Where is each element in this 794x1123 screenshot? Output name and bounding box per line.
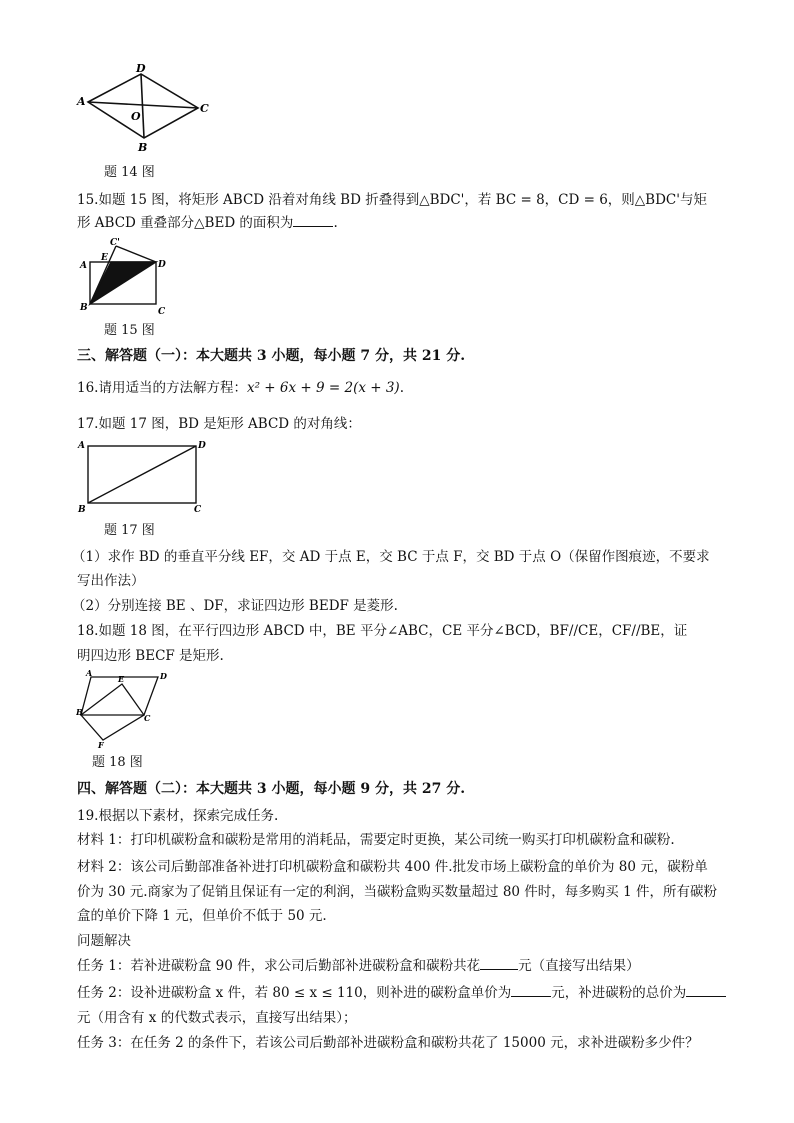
q17-part1-line2: 写出作法）	[77, 573, 145, 589]
q19-intro: 19.根据以下素材，探索完成任务.	[77, 808, 279, 824]
label-d: D	[158, 260, 166, 270]
q19-task1-start: 任务 1：若补进碳粉盒 90 件，求公司后勤部补进碳粉盒和碳粉共花	[77, 958, 481, 974]
label-c: C	[194, 505, 202, 515]
figure-15-caption: 题 15 图	[104, 323, 155, 338]
label-a: A	[78, 441, 85, 451]
label-b: B	[138, 141, 148, 154]
label-d: D	[136, 62, 146, 75]
q19-task3: 任务 3：在任务 2 的条件下，若该公司后勤部补进碳粉盒和碳粉共花了 15000 元，求补进碳粉多少件？	[77, 1035, 699, 1051]
q19-task2-blank2[interactable]	[686, 984, 726, 997]
figure-14	[76, 62, 216, 154]
label-a: A	[86, 670, 93, 678]
label-d: D	[160, 671, 167, 681]
q19-task2-mid: 元，补进碳粉的总价为	[551, 985, 687, 1001]
figure-18-caption: 题 18 图	[92, 755, 143, 770]
q19-task2-line1	[77, 983, 734, 1003]
q17-part2: （2）分别连接 BE 、DF，求证四边形 BEDF 是菱形.	[72, 598, 398, 614]
q18-line2: 明四边形 BECF 是矩形.	[77, 648, 224, 664]
label-d: D	[198, 441, 206, 451]
figure-15	[76, 236, 176, 318]
section-3-title: 三、解答题（一）：本大题共 3 小题，每小题 7 分，共 21 分.	[77, 348, 466, 364]
q19-material2-line2: 价为 30 元.商家为了促销且保证有一定的利润，当碳粉盒购买数量超过 80 件时，每多购买 1 件，所有碳粉	[77, 884, 717, 900]
label-a: A	[80, 261, 87, 271]
label-e: E	[101, 253, 108, 263]
q16	[77, 378, 734, 398]
diagonal-bd	[141, 74, 144, 138]
figure-14-caption: 题 14 图	[104, 165, 155, 180]
q18-line1: 18.如题 18 图，在平行四边形 ABCD 中，BE 平分∠ABC，CE 平分∠BCD，BF//CE，CF//BE，证	[77, 623, 688, 639]
q15-line2-text: 形 ABCD 重叠部分△BED 的面积为	[77, 215, 294, 231]
diagonal-bd	[88, 446, 196, 503]
figure-18	[76, 670, 176, 750]
q19-material2-line1: 材料 2：该公司后勤部准备补进打印机碳粉盒和碳粉共 400 件.批发市场上碳粉盒的单价为 80 元，碳粉单	[77, 859, 708, 875]
figure-17-caption: 题 17 图	[104, 523, 155, 538]
q19-task2-blank1[interactable]	[511, 984, 551, 997]
label-e: E	[118, 674, 125, 684]
q16-text: 16.请用适当的方法解方程：	[77, 380, 247, 396]
q15-line2	[77, 213, 734, 233]
q19-material1: 材料 1：打印机碳粉盒和碳粉是常用的消耗品，需要定时更换，某公司统一购买打印机碳粉盒和碳粉.	[77, 832, 675, 848]
q17-intro: 17.如题 17 图，BD 是矩形 ABCD 的对角线：	[77, 416, 361, 432]
label-c: C	[200, 102, 209, 115]
label-c: C	[158, 307, 166, 317]
q15-line1: 15.如题 15 图，将矩形 ABCD 沿着对角线 BD 折叠得到△BDC'，若 BC = 8，CD = 6，则△BDC'与矩	[77, 192, 707, 208]
label-c-prime: C'	[110, 238, 120, 248]
q16-equation: x² + 6x + 9 = 2(x + 3)	[246, 380, 400, 396]
label-o: O	[131, 110, 141, 123]
section-4-title: 四、解答题（二）：本大题共 3 小题，每小题 9 分，共 27 分.	[77, 781, 466, 797]
label-c: C	[144, 713, 151, 723]
label-b: B	[80, 303, 88, 313]
q19-problem-title: 问题解决	[77, 933, 131, 949]
q19-task1-end: 元（直接写出结果）	[518, 958, 640, 974]
q19-task2-line2: 元（用含有 x 的代数式表示，直接写出结果）；	[77, 1010, 357, 1026]
label-b: B	[76, 707, 83, 717]
label-b: B	[78, 505, 86, 515]
q19-material2-line3: 盒的单价下降 1 元，但单价不低于 50 元.	[77, 908, 327, 924]
q19-task2-start: 任务 2：设补进碳粉盒 x 件，若 80 ≤ x ≤ 110，则补进的碳粉盒单价为	[77, 985, 512, 1001]
q15-line2-end: .	[333, 215, 338, 231]
q17-part1-line1: （1）求作 BD 的垂直平分线 EF，交 AD 于点 E，交 BC 于点 F，交 BD 于点 O（保留作图痕迹，不要求	[72, 549, 710, 565]
q15-answer-blank[interactable]	[293, 214, 333, 227]
q16-end: .	[399, 380, 404, 396]
rectangle-becf	[81, 684, 144, 740]
label-f: F	[98, 740, 104, 750]
figure-17	[76, 436, 216, 516]
fold-line-c-prime-d	[116, 246, 156, 262]
label-a: A	[77, 95, 86, 108]
q19-task1	[77, 956, 734, 976]
q19-task1-blank[interactable]	[480, 957, 518, 970]
